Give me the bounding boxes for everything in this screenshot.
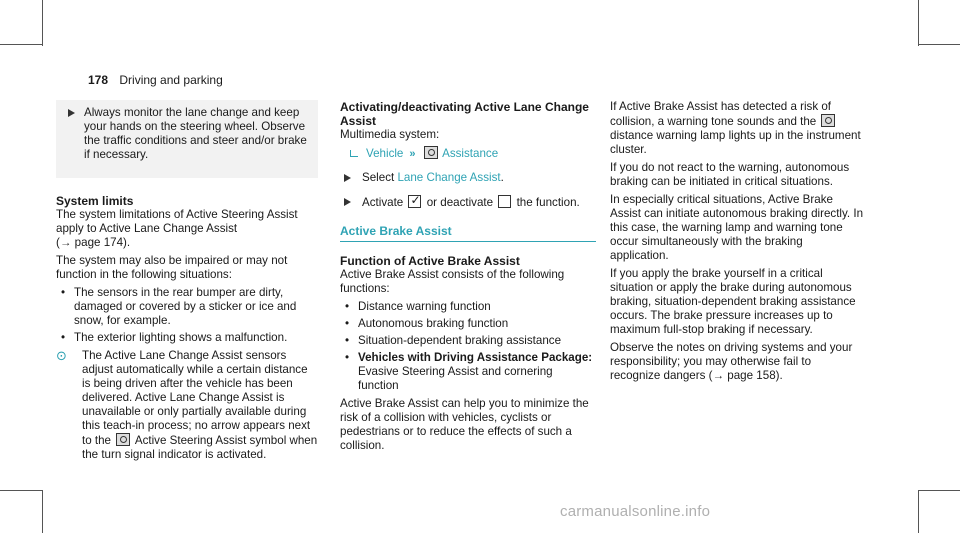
column-left <box>56 100 318 462</box>
menu-corner-icon <box>350 150 358 157</box>
arrow-icon <box>344 198 351 206</box>
list-item: • Distance warning function <box>340 300 596 314</box>
multimedia-label: Multimedia system: <box>340 128 440 141</box>
help-paragraph: Active Brake Assist can help you to minimize the risk of a collision with vehicles, cyclists or pedestrians or to reduce the effects of such a collision. <box>340 397 589 452</box>
crop-mark <box>42 0 43 46</box>
limits-intro-text: The system limitations of Active Steering Assist apply to Active Lane Change Assist <box>56 208 298 235</box>
page-number: 178 <box>88 73 109 87</box>
limits-heading: System limits <box>56 194 134 208</box>
crop-mark <box>918 44 960 45</box>
function-intro: Active Brake Assist consists of the following functions: <box>340 268 565 295</box>
limits-list <box>56 286 318 345</box>
select-step: Select Lane Change Assist. <box>340 171 596 185</box>
list-item: • The exterior lighting shows a malfunction. <box>56 331 318 345</box>
paragraph-text: distance warning lamp lights up in the instrument cluster. <box>610 129 861 156</box>
function-heading: Function of Active Brake Assist <box>340 254 520 268</box>
section-title: Driving and parking <box>119 73 223 87</box>
paragraph <box>610 100 864 157</box>
section-heading-brake: Active Brake Assist <box>340 224 596 242</box>
limits-paragraph: The system may also be impaired or may not function in the following situations: <box>56 254 288 281</box>
paragraph: Observe the notes on driving systems and your responsibility; you may otherwise fail to recognize dangers (→ page 158). <box>610 341 853 382</box>
tip-text: The Active Lane Change Assist sensors adjust automatically while a certain distance is being driven after the vehicle has been delivered. Active Lane Change Assist is unavailable or only partially available during this teach-in process; no arrow appears next to the <box>82 349 311 447</box>
arrow-icon <box>68 109 75 117</box>
menu-vehicle[interactable]: Vehicle <box>366 147 404 160</box>
crop-mark <box>42 490 43 533</box>
activation-heading: Activating/deactivating Active Lane Change Assist <box>340 100 589 128</box>
crop-mark <box>918 490 919 533</box>
crop-mark <box>918 490 960 491</box>
car-icon <box>424 146 438 159</box>
checked-box-icon[interactable] <box>408 195 421 208</box>
list-item <box>340 351 596 393</box>
page-header <box>88 73 223 87</box>
menu-path <box>340 146 596 161</box>
watermark: carmanualsonline.info <box>560 503 711 520</box>
unchecked-box-icon[interactable] <box>498 195 511 208</box>
arrow-icon <box>344 174 351 182</box>
paragraph: If you apply the brake yourself in a critical situation or apply the brake during autonomous braking, situation-dependent braking assistance occurs. The brake pressure increases up to maximum full-stop braking if necessary. <box>610 267 856 336</box>
list-item: • Autonomous braking function <box>340 317 596 331</box>
lane-change-link[interactable]: Lane Change Assist <box>397 171 501 184</box>
activate-step <box>340 195 596 210</box>
step-text: the function. <box>516 196 580 209</box>
function-list <box>340 300 596 393</box>
crop-mark <box>0 44 42 45</box>
list-item: • Situation-dependent braking assistance <box>340 334 596 348</box>
paragraph: If you do not react to the warning, autonomous braking can be initiated in critical situations. <box>610 161 850 188</box>
instruction-note <box>56 100 318 178</box>
package-label: Vehicles with Driving Assistance Package: <box>358 351 593 364</box>
column-right <box>610 100 864 387</box>
list-item: • The sensors in the rear bumper are dirty, damaged or covered by a sticker or ice and snow, for example. <box>56 286 318 328</box>
steering-assist-icon <box>116 433 130 446</box>
limits-intro <box>56 208 318 250</box>
tip-note <box>56 349 318 462</box>
crop-mark <box>0 490 42 491</box>
info-icon: ⊙ <box>56 348 67 363</box>
step-text: Select <box>362 171 395 184</box>
paragraph: In especially critical situations, Active Brake Assist can initiate autonomous braking directly. In this case, the warning lamp and warning tone occur simultaneously with the braking application. <box>610 193 864 262</box>
paragraph-text: If Active Brake Assist has detected a risk of collision, a warning tone sounds and the <box>610 100 832 128</box>
column-middle <box>340 100 596 457</box>
note-text: Always monitor the lane change and keep your hands on the steering wheel. Observe the traffic conditions and steer and/or brake if necessary. <box>84 106 307 161</box>
crop-mark <box>918 0 919 46</box>
menu-assistance[interactable]: Assistance <box>442 147 499 160</box>
tip-text-end: Active Steering Assist symbol when the turn signal indicator is activated. <box>82 434 318 461</box>
distance-warning-icon <box>821 114 835 127</box>
chevron-double-icon: » <box>409 148 416 160</box>
step-text: or deactivate <box>426 196 494 209</box>
package-text: Evasive Steering Assist and cornering function <box>358 365 553 392</box>
step-text: Activate <box>362 196 404 209</box>
page-reference-link[interactable]: (→ page 174). <box>56 236 131 249</box>
